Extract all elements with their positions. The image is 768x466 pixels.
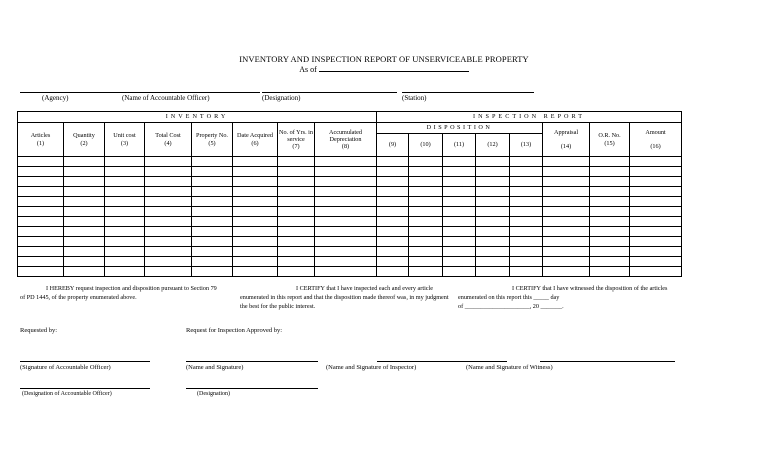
table-cell[interactable] [443,217,476,227]
table-cell[interactable] [443,207,476,217]
table-cell[interactable] [630,167,682,177]
table-cell[interactable] [315,167,377,177]
signature-line-inspector[interactable] [377,361,507,362]
designation-approver-label: (Designation) [197,391,230,397]
col-disposition-12: (12) [476,134,510,157]
table-row [18,177,682,187]
table-cell[interactable] [590,157,630,167]
table-cell[interactable] [105,247,145,257]
table-cell[interactable] [145,257,192,267]
col-accumulated-depreciation: Accumulated Depreciation (8) [315,123,377,157]
table-cell[interactable] [105,217,145,227]
table-cell[interactable] [64,187,105,197]
col-disposition-9: (9) [377,134,409,157]
table-cell[interactable] [64,247,105,257]
table-row [18,207,682,217]
table-cell[interactable] [233,187,278,197]
table-cell[interactable] [510,157,543,167]
table-cell[interactable] [278,177,315,187]
table-cell[interactable] [145,227,192,237]
col-unit-cost: Unit cost (3) [105,123,145,157]
table-cell[interactable] [278,217,315,227]
table-cell[interactable] [590,227,630,237]
col-property-no: Property No. (5) [192,123,233,157]
table-cell[interactable] [443,247,476,257]
accountable-officer-label: (Name of Accountable Officer) [122,94,210,102]
table-cell[interactable] [278,197,315,207]
table-cell[interactable] [192,187,233,197]
table-cell[interactable] [443,227,476,237]
table-cell[interactable] [145,247,192,257]
inventory-inspection-table [17,111,682,277]
table-cell[interactable] [315,237,377,247]
table-cell[interactable] [630,187,682,197]
table-cell[interactable] [377,267,409,277]
table-cell[interactable] [105,177,145,187]
table-cell[interactable] [590,187,630,197]
table-cell[interactable] [64,197,105,207]
signature-line-witness[interactable] [540,361,675,362]
table-row [18,237,682,247]
table-cell[interactable] [315,177,377,187]
table-cell[interactable] [192,197,233,207]
table-cell[interactable] [278,207,315,217]
table-cell[interactable] [476,247,510,257]
designation-line-accountable[interactable] [20,388,150,389]
table-cell[interactable] [510,187,543,197]
table-cell[interactable] [543,257,590,267]
table-cell[interactable] [145,177,192,187]
table-cell[interactable] [590,237,630,247]
table-cell[interactable] [145,217,192,227]
table-cell[interactable] [630,257,682,267]
station-line[interactable] [402,92,534,93]
table-cell[interactable] [476,227,510,237]
table-cell[interactable] [543,247,590,257]
table-cell[interactable] [590,217,630,227]
table-cell[interactable] [278,187,315,197]
table-cell[interactable] [476,177,510,187]
table-cell[interactable] [409,257,443,267]
name-sig-witness-label: (Name and Signature of Witness) [466,364,553,371]
col-appraisal: Appraisal (14) [543,123,590,157]
table-cell[interactable] [510,237,543,247]
table-cell[interactable] [377,247,409,257]
table-cell[interactable] [543,267,590,277]
table-cell[interactable] [192,237,233,247]
table-cell[interactable] [18,197,64,207]
table-cell[interactable] [630,157,682,167]
witness-certification-line2: of _____________________, 20 _______. [458,303,564,310]
table-cell[interactable] [233,197,278,207]
as-of-date-blank[interactable] [319,64,469,72]
table-cell[interactable] [630,207,682,217]
table-cell[interactable] [233,267,278,277]
table-cell[interactable] [18,217,64,227]
table-cell[interactable] [233,207,278,217]
table-cell[interactable] [192,267,233,277]
table-cell[interactable] [18,247,64,257]
table-cell[interactable] [476,207,510,217]
table-cell[interactable] [630,197,682,207]
table-cell[interactable] [315,187,377,197]
table-cell[interactable] [145,267,192,277]
table-cell[interactable] [278,227,315,237]
signature-line-accountable[interactable] [20,361,150,362]
table-cell[interactable] [105,227,145,237]
table-cell[interactable] [278,157,315,167]
table-cell[interactable] [443,167,476,177]
table-cell[interactable] [590,177,630,187]
table-row [18,167,682,177]
designation-label: (Designation) [262,94,301,102]
table-cell[interactable] [145,167,192,177]
table-cell[interactable] [64,227,105,237]
table-cell[interactable] [409,197,443,207]
col-total-cost: Total Cost (4) [145,123,192,157]
approved-by-label: Request for Inspection Approved by: [186,327,283,334]
table-cell[interactable] [510,267,543,277]
table-cell[interactable] [443,157,476,167]
table-cell[interactable] [315,227,377,237]
table-cell[interactable] [476,197,510,207]
station-label: (Station) [402,94,427,102]
table-cell[interactable] [377,177,409,187]
table-cell[interactable] [192,167,233,177]
table-cell[interactable] [18,267,64,277]
table-cell[interactable] [192,227,233,237]
table-cell[interactable] [233,217,278,227]
table-cell[interactable] [510,247,543,257]
table-cell[interactable] [377,197,409,207]
table-cell[interactable] [476,237,510,247]
table-cell[interactable] [630,267,682,277]
table-cell[interactable] [145,187,192,197]
name-sig-approver-label: (Name and Signature) [186,364,244,371]
table-cell[interactable] [510,207,543,217]
table-cell[interactable] [233,247,278,257]
table-cell[interactable] [192,207,233,217]
request-certification: I HEREBY request inspection and disposition pursuant to Section 79 of PD 1445, of the property enumerated above. [20,285,217,301]
table-cell[interactable] [64,267,105,277]
table-cell[interactable] [315,197,377,207]
table-cell[interactable] [543,177,590,187]
table-cell[interactable] [278,267,315,277]
designation-line-approver[interactable] [186,388,318,389]
table-cell[interactable] [18,227,64,237]
col-date-acquired: Date Acquired (6) [233,123,278,157]
table-cell[interactable] [64,217,105,227]
disposition-header: DISPOSITION [377,123,543,134]
table-cell[interactable] [543,187,590,197]
table-cell[interactable] [192,157,233,167]
table-cell[interactable] [105,237,145,247]
table-cell[interactable] [192,257,233,267]
col-disposition-11: (11) [443,134,476,157]
table-cell[interactable] [409,237,443,247]
table-cell[interactable] [105,157,145,167]
inventory-section-title: INVENTORY [18,112,377,123]
table-cell[interactable] [145,157,192,167]
table-cell[interactable] [192,217,233,227]
inspection-section-title: INSPECTION REPORT [377,112,682,123]
table-cell[interactable] [443,197,476,207]
table-cell[interactable] [409,247,443,257]
table-cell[interactable] [18,237,64,247]
table-cell[interactable] [476,267,510,277]
table-cell[interactable] [377,257,409,267]
table-cell[interactable] [105,207,145,217]
table-cell[interactable] [377,207,409,217]
table-cell[interactable] [105,197,145,207]
table-row [18,187,682,197]
signature-line-approver[interactable] [186,361,318,362]
table-cell[interactable] [630,237,682,247]
table-cell[interactable] [630,177,682,187]
table-cell[interactable] [233,177,278,187]
table-cell[interactable] [543,157,590,167]
table-cell[interactable] [590,207,630,217]
table-cell[interactable] [409,177,443,187]
table-cell[interactable] [315,217,377,227]
table-cell[interactable] [18,207,64,217]
table-cell[interactable] [476,217,510,227]
designation-accountable-label: (Designation of Accountable Officer) [22,391,112,397]
table-cell[interactable] [233,157,278,167]
table-cell[interactable] [630,247,682,257]
table-cell[interactable] [630,227,682,237]
table-cell[interactable] [510,257,543,267]
col-or-no: O.R. No. (15) [590,123,630,157]
table-row [18,227,682,237]
table-cell[interactable] [543,227,590,237]
table-cell[interactable] [510,217,543,227]
table-cell[interactable] [192,177,233,187]
table-cell[interactable] [476,187,510,197]
table-cell[interactable] [18,167,64,177]
table-cell[interactable] [315,247,377,257]
table-cell[interactable] [510,197,543,207]
report-title: INVENTORY AND INSPECTION REPORT OF UNSERVICEABLE PROPERTY [239,54,529,64]
table-cell[interactable] [590,197,630,207]
table-cell[interactable] [510,167,543,177]
table-cell[interactable] [409,157,443,167]
table-cell[interactable] [377,227,409,237]
table-cell[interactable] [145,237,192,247]
table-cell[interactable] [192,247,233,257]
table-cell[interactable] [233,237,278,247]
table-cell[interactable] [476,167,510,177]
as-of-line [0,64,768,74]
table-cell[interactable] [18,157,64,167]
table-cell[interactable] [278,167,315,177]
requested-by-label: Requested by: [20,327,58,334]
col-articles: Articles (1) [18,123,64,157]
table-cell[interactable] [476,157,510,167]
table-cell[interactable] [315,207,377,217]
col-amount: Amount (16) [630,123,682,157]
designation-line[interactable] [262,92,397,93]
table-cell[interactable] [476,257,510,267]
agency-label: (Agency) [42,94,69,102]
table-cell[interactable] [543,217,590,227]
table-cell[interactable] [443,237,476,247]
table-cell[interactable] [278,237,315,247]
table-cell[interactable] [315,157,377,167]
table-cell[interactable] [543,197,590,207]
table-cell[interactable] [443,177,476,187]
table-cell[interactable] [145,197,192,207]
table-cell[interactable] [443,267,476,277]
table-cell[interactable] [543,167,590,177]
name-sig-inspector-label: (Name and Signature of Inspector) [326,364,417,371]
table-row [18,257,682,267]
col-quantity: Quantity (2) [64,123,105,157]
table-cell[interactable] [590,247,630,257]
table-cell[interactable] [64,207,105,217]
table-cell[interactable] [64,167,105,177]
col-years-in-service: No. of Yrs. in service (7) [278,123,315,157]
table-cell[interactable] [377,157,409,167]
table-row [18,267,682,277]
table-cell[interactable] [443,187,476,197]
as-of-label: As of [299,65,317,74]
table-row [18,197,682,207]
table-cell[interactable] [409,167,443,177]
table-cell[interactable] [543,237,590,247]
table-cell[interactable] [64,157,105,167]
table-cell[interactable] [510,227,543,237]
table-cell[interactable] [105,257,145,267]
table-cell[interactable] [278,247,315,257]
table-cell[interactable] [409,217,443,227]
col-disposition-13: (13) [510,134,543,157]
table-cell[interactable] [278,257,315,267]
table-cell[interactable] [145,207,192,217]
witness-certification-line1: I CERTIFY that I have witnessed the disposition of the articles enumerated on this report this _____ day [458,285,668,301]
table-cell[interactable] [590,267,630,277]
table-cell[interactable] [543,207,590,217]
table-cell[interactable] [64,237,105,247]
table-row [18,157,682,167]
table-cell[interactable] [409,187,443,197]
table-cell[interactable] [315,267,377,277]
table-cell[interactable] [377,187,409,197]
blank-rows [18,157,682,277]
table-cell[interactable] [409,207,443,217]
table-cell[interactable] [233,257,278,267]
table-cell[interactable] [64,257,105,267]
table-cell[interactable] [105,187,145,197]
table-cell[interactable] [105,267,145,277]
table-cell[interactable] [233,227,278,237]
col-disposition-10: (10) [409,134,443,157]
table-cell[interactable] [590,167,630,177]
inspector-certification: I CERTIFY that I have inspected each and every article enumerated in this report and that the disposition made thereof was, in my judgment the best for the public interest. [240,285,449,310]
table-cell[interactable] [409,267,443,277]
table-cell[interactable] [409,227,443,237]
sig-accountable-label: (Signature of Accountable Officer) [20,364,111,371]
table-row [18,217,682,227]
table-cell[interactable] [105,167,145,177]
table-cell[interactable] [377,237,409,247]
table-cell[interactable] [590,257,630,267]
table-cell[interactable] [630,217,682,227]
table-cell[interactable] [18,257,64,267]
table-cell[interactable] [18,177,64,187]
table-cell[interactable] [315,257,377,267]
table-cell[interactable] [233,167,278,177]
table-cell[interactable] [377,167,409,177]
table-cell[interactable] [18,187,64,197]
agency-officer-line[interactable] [20,92,260,93]
table-cell[interactable] [443,257,476,267]
table-cell[interactable] [510,177,543,187]
table-cell[interactable] [377,217,409,227]
table-row [18,247,682,257]
table-cell[interactable] [64,177,105,187]
